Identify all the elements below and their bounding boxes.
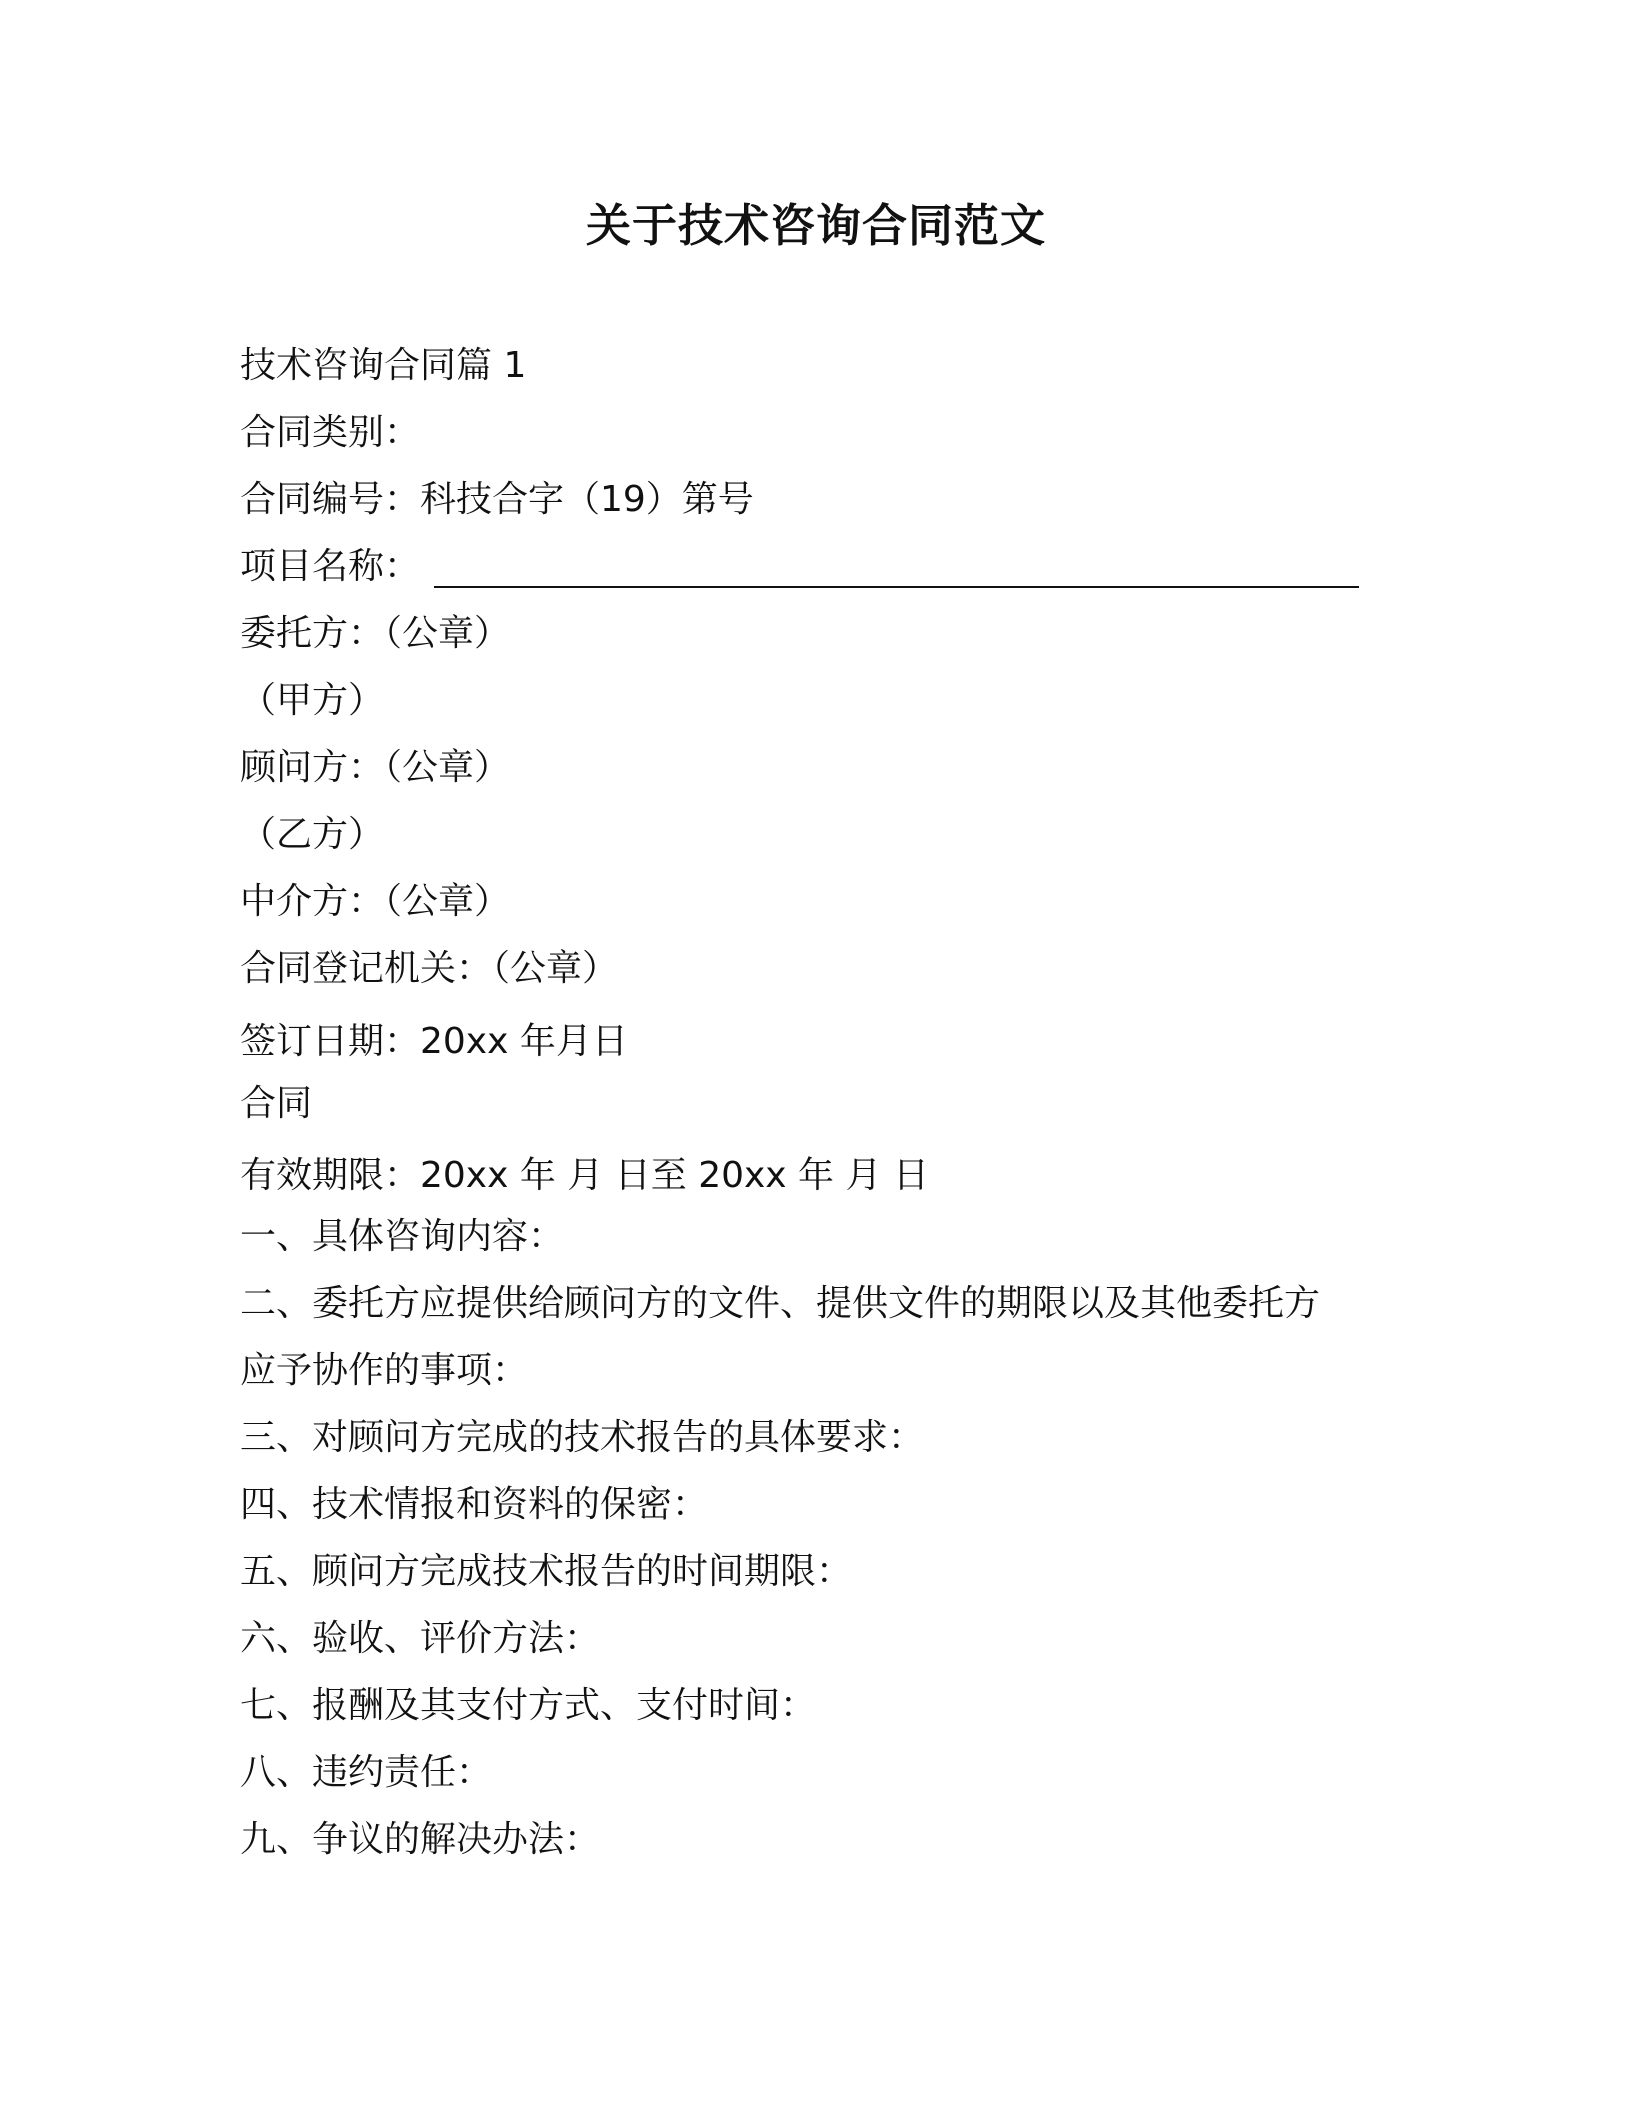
document-title: 关于技术咨询合同范文 [585,199,1046,252]
validity-period: 有效期限：20xx 年 月 日至 20xx 年 月 日 [240,1155,929,1196]
client-party: 委托方：（公章） [240,613,511,654]
clause-item: 七、报酬及其支付方式、支付时间： [240,1685,817,1726]
contract-number: 合同编号：科技合字（19）第号 [240,479,754,520]
clause-item: 九、争议的解决办法： [240,1819,601,1860]
project-name-blank-line [434,550,1359,588]
registration-authority: 合同登记机关：（公章） [240,948,619,989]
contract-word: 合同 [240,1083,313,1124]
clause-item: 四、技术情报和资料的保密： [240,1484,709,1525]
party-b: （乙方） [240,814,385,855]
project-name-field [240,543,1359,591]
section-heading: 技术咨询合同篇 1 [240,345,527,386]
project-name-label: 项目名称： [240,546,421,587]
clause-item: 五、顾问方完成技术报告的时间期限： [240,1551,853,1592]
consultant-party: 顾问方：（公章） [240,747,511,788]
clause-item-continuation: 应予协作的事项： [240,1350,529,1391]
clause-item: 一、具体咨询内容： [240,1216,565,1257]
clause-item: 三、对顾问方完成的技术报告的具体要求： [240,1417,925,1458]
clause-item: 八、违约责任： [240,1752,493,1793]
signing-date: 签订日期：20xx 年月日 [240,1021,628,1062]
intermediary-party: 中介方：（公章） [240,881,511,922]
contract-category: 合同类别： [240,412,421,453]
clause-item: 二、委托方应提供给顾问方的文件、提供文件的期限以及其他委托方 [240,1283,1321,1324]
party-a: （甲方） [240,680,385,721]
clause-item: 六、验收、评价方法： [240,1618,601,1659]
